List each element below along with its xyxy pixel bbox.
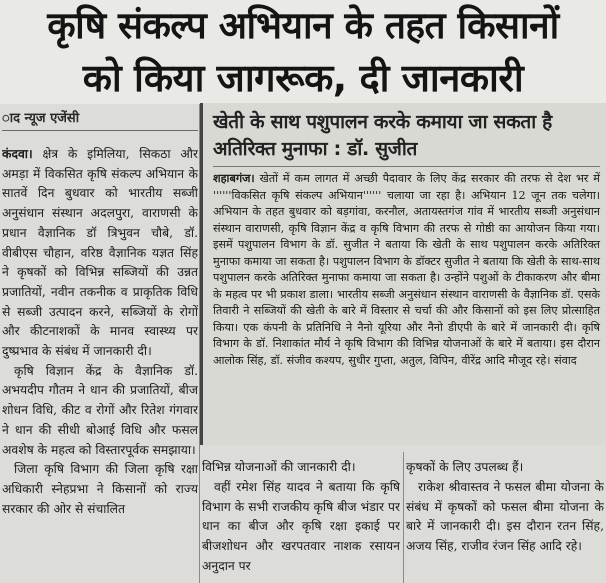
main-story-paragraph-4: विभिन्न योजनाओं की जानकारी दी।	[202, 460, 356, 474]
main-story-column-left	[2, 145, 198, 580]
box-story-body-text: खेतों में कम लागत में अच्छी पैदावार के लिए केंद्र सरकार की तरफ से देश भर में ''''''विकसित कृषि संकल्प अभियान'''''' चलाया जा रहा है। अभियान 12 जून तक चलेगा। अभियान के तहत बुधवार को बड़गांवा, करनौल, अतायस्तगंज गांव में भारतीय सब्जी अनुसंधान संस्थान वाराणसी, कृषि विज्ञान केंद्र व कृषि विभाग की तरफ से गोष्ठी का आयोजन किया गया। इसमें पशुपालन विभाग के डॉ. सुजीत ने बताया कि खेती के साथ पशुपालन करके अतिरिक्त मुनाफा कमाया जा सकता है। पशुपालन विभाग के डॉक्टर सुजीत ने बताया कि खेती के साथ-साथ पशुपालन करके अतिरिक्त मुनाफा कमाया जा सकता है। उन्होंने पशुओं के टीकाकरण और बीमा के महत्व पर भी प्रकाश डाला। भारतीय सब्जी अनुसंधान संस्थान वाराणसी के वैज्ञानिक डॉ. एसके तिवारी ने सब्जियों की खेती के बारे में विस्तार से चर्चा की और किसानों को इस लिए प्रोत्साहित किया। एक कंपनी के प्रतिनिधि ने नैनो यूरिया और नैनो डीएपी के बारे में जानकारी दी। कृषि विभाग के डॉ. निशाकांत मौर्य ने कृषि विभाग की विभिन्न योजनाओं के बारे में बताया। इस दौरान आलोक सिंह, डॉ. संजीव कश्यप, सुधीर गुप्ता, अतुल, विपिन, वीरेंद्र आदि मौजूद रहे।	[213, 172, 600, 367]
byline-text: ाद न्यूज एजेंसी	[2, 111, 80, 126]
main-story-paragraph-1	[2, 145, 198, 362]
main-story-paragraph-2: कृषि विज्ञान केंद्र के वैज्ञानिक डॉ. अभयदीप गौतम ने धान की प्रजातियों, बीज शोधन विधि, कीट व रोगों और रितेश गंगवार ने धान की सीधी बोआई विधि और फसल अवशेष के महत्व को विस्तारपूर्वक समझाया।	[2, 363, 198, 457]
headline-line-1: कृषि संकल्प अभियान के तहत किसानों	[47, 4, 559, 47]
headline-line-2: को किया जागरूक, दी जानकारी	[82, 56, 524, 100]
box-story-credit: संवाद	[554, 353, 577, 367]
byline	[2, 108, 198, 130]
box-story-dateline: शहाबगंज।	[213, 171, 255, 185]
main-story-dateline: कंदवा।	[2, 147, 33, 161]
main-story-column-right	[406, 458, 604, 583]
byline-rule	[2, 130, 198, 131]
box-story-title: खेती के साथ पशुपालन करके कमाया जा सकता है अतिरिक्त मुनाफा : डॉ. सुजीत	[213, 111, 552, 160]
main-story-paragraph-6: कृषकों के लिए उपलब्ध हैं।	[406, 460, 524, 474]
main-story-paragraph-3: जिला कृषि विभाग की जिला कृषि रक्षा अधिकारी स्नेहप्रभा ने किसानों को राज्य सरकार की ओर से संचालित	[2, 462, 198, 516]
main-story-column-middle	[202, 458, 400, 583]
box-story-body	[203, 167, 606, 369]
box-story	[200, 103, 606, 445]
main-story-paragraph-7: राकेश श्रीवास्तव ने फसल बीमा योजना के संबंध में कृषकों को फसल बीमा योजना के बारे में जानकारी दी। इस दौरान रतन सिंह, अजय सिंह, राजीव रंजन सिंह आदि रहे।	[406, 479, 604, 554]
headline	[0, 0, 606, 104]
main-story-paragraph-5: वहीं रमेश सिंह यादव ने बताया कि कृषि विभाग के सभी राजकीय कृषि बीज भंडार पर धान का बीज और कृषि रक्षा इकाई पर बीजशोधन और खरपतवार नाशक रसायन अनुदान पर	[202, 479, 400, 573]
main-story-paragraph-1-text: क्षेत्र के इमिलिया, सिकठा और अमड़ा में विकसित कृषि संकल्प अभियान के सातवें दिन बुधवार को भारतीय सब्जी अनुसंधान संस्थान अदलपुरा, वाराणसी के प्रधान वैज्ञानिक डॉ त्रिभुवन चौबे, डॉ. वीबीएस चौहान, वरिष्ठ वैज्ञानिक यज्ञत सिंह ने कृषकों को विभिन्न सब्जियों की उन्नत प्रजातियों, नवीन तकनीक व प्राकृतिक विधि से सब्जी उत्पादन करने, सब्जियों के रोगों और कीटनाशकों के मानव स्वास्थ्य पर दुष्प्रभाव के संबंध में जानकारी दी।	[2, 147, 198, 359]
column-divider-right	[403, 452, 404, 583]
